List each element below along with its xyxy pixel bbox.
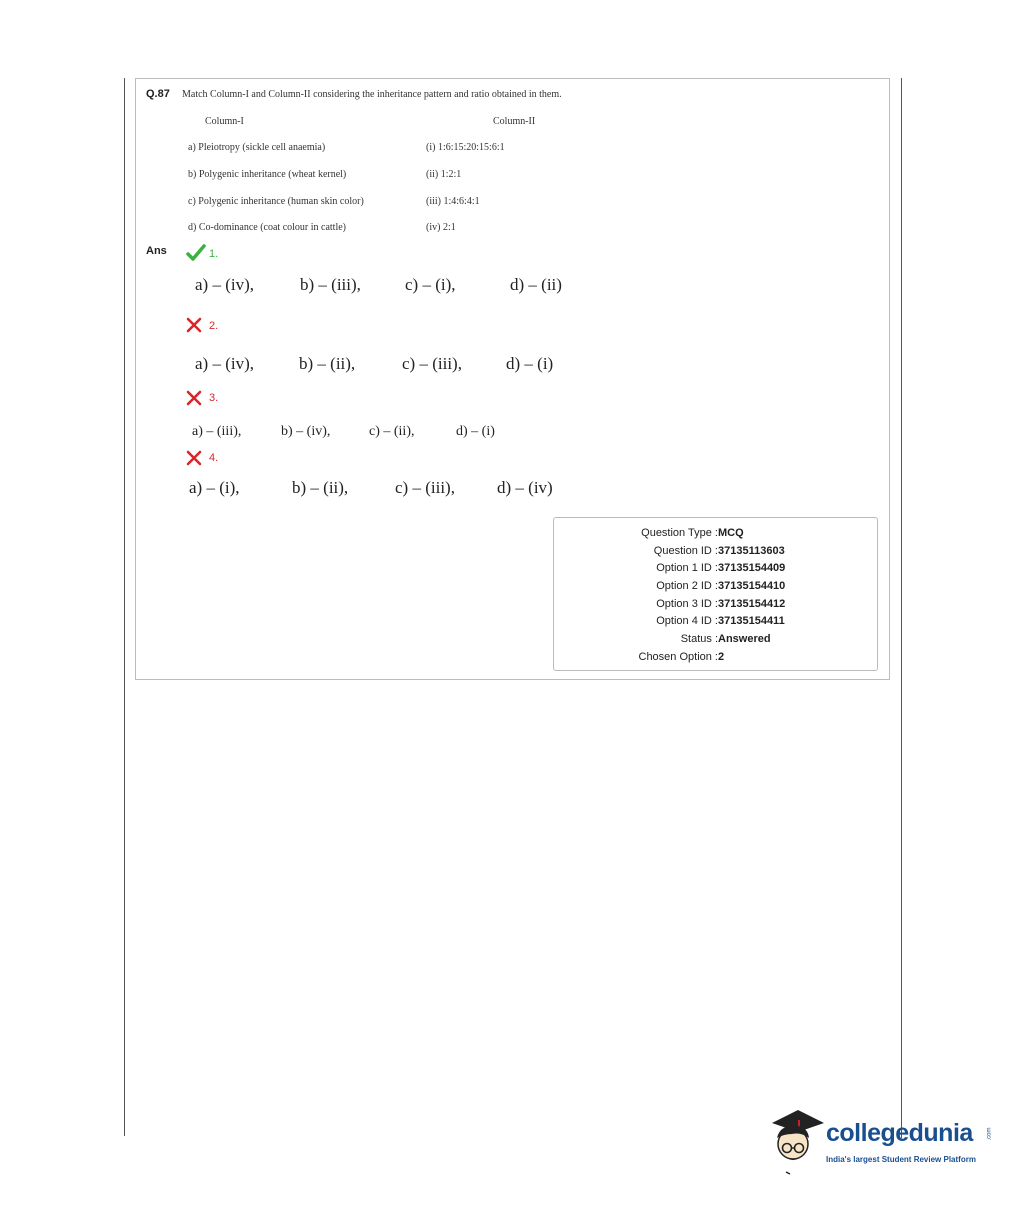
info-label: Question Type : — [641, 527, 718, 539]
info-label: Chosen Option : — [638, 651, 718, 663]
info-value: 37135154412 — [718, 598, 786, 610]
column2-header: Column-II — [493, 116, 536, 127]
option-4-part-d: d) – (iv) — [497, 478, 553, 497]
info-value: 37135154411 — [718, 615, 785, 627]
info-value: MCQ — [718, 527, 744, 539]
option-2-part-a: a) – (iv), — [195, 354, 255, 373]
column1-item-a: a) Pleiotropy (sickle cell anaemia) — [188, 142, 326, 153]
option-2-part-c: c) – (iii), — [402, 354, 462, 373]
column1-item-b: b) Polygenic inheritance (wheat kernel) — [188, 169, 347, 180]
option-2-part-d: d) – (i) — [506, 354, 554, 373]
info-label: Option 3 ID : — [656, 598, 718, 610]
cross-icon — [186, 390, 202, 406]
option-3-part-c: c) – (ii), — [369, 424, 415, 439]
column1-item-d: d) Co-dominance (coat colour in cattle) — [188, 222, 346, 233]
info-value: 37135113603 — [718, 545, 785, 557]
option-1-part-c: c) – (i), — [405, 275, 456, 294]
info-value: 37135154410 — [718, 580, 786, 592]
check-icon — [186, 244, 206, 262]
info-label: Question ID : — [653, 545, 718, 557]
question-info-panel — [553, 517, 878, 671]
column1-header: Column-I — [205, 116, 244, 127]
info-label: Option 1 ID : — [656, 562, 718, 574]
question-text: Match Column-I and Column-II considering the inheritance pattern and ratio obtained in them. — [182, 89, 562, 100]
column1-item-c: c) Polygenic inheritance (human skin color) — [188, 196, 364, 207]
info-value: 2 — [718, 651, 725, 663]
right-page-border — [901, 78, 902, 1138]
option-1-number: 1. — [209, 248, 219, 260]
column2-item-ii: (ii) 1:2:1 — [426, 169, 462, 180]
info-value: Answered — [718, 633, 771, 645]
option-1-part-a: a) – (iv), — [195, 275, 255, 294]
answer-label: Ans — [146, 245, 167, 257]
option-2-number: 2. — [209, 320, 219, 332]
option-4-part-a: a) – (i), — [189, 478, 240, 497]
option-2-part-b: b) – (ii), — [299, 354, 356, 373]
logo-wordmark: collegedunia — [826, 1119, 973, 1147]
option-4-part-b: b) – (ii), — [292, 478, 349, 497]
logo-domain-suffix: .com — [986, 1127, 993, 1141]
info-label: Option 2 ID : — [656, 580, 718, 592]
info-label: Option 4 ID : — [656, 615, 718, 627]
cross-icon — [186, 450, 202, 466]
logo-tagline: India's largest Student Review Platform — [826, 1155, 976, 1164]
option-3-number: 3. — [209, 392, 219, 404]
column2-item-iv: (iv) 2:1 — [426, 222, 456, 233]
option-3-part-a: a) – (iii), — [192, 424, 242, 439]
option-1-part-b: b) – (iii), — [300, 275, 361, 294]
option-4-part-c: c) – (iii), — [395, 478, 455, 497]
option-3-part-b: b) – (iv), — [281, 424, 331, 439]
column2-item-i: (i) 1:6:15:20:15:6:1 — [426, 142, 505, 153]
option-4-number: 4. — [209, 452, 219, 464]
left-page-border — [124, 78, 125, 1136]
option-3-part-d: d) – (i) — [456, 424, 495, 439]
question-number: Q.87 — [146, 88, 170, 100]
cross-icon — [186, 317, 202, 333]
option-1-part-d: d) – (ii) — [510, 275, 562, 294]
column2-item-iii: (iii) 1:4:6:4:1 — [426, 196, 480, 207]
info-value: 37135154409 — [718, 562, 786, 574]
info-label: Status : — [680, 633, 718, 645]
